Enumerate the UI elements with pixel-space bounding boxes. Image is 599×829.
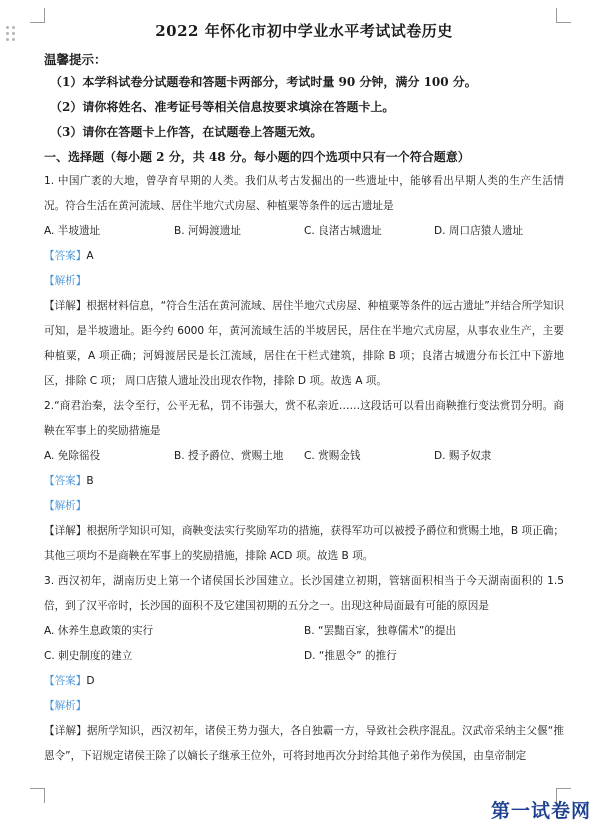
analysis-detail: 【详解】根据材料信息，“符合生活在黄河流域、居住半地穴式房屋、种植粟等条件的远古遗址”并结合所学知识可知，是半坡遗址。距今约 6000 年，黄河流域生活的半坡居民，居住在半地穴式房屋，从事农业生产，主要种植粟，A 项正确；河姆渡居民是长江流域，居住在干栏式建筑，排除 B 项；良渚古城遗分布长江中下游地区，排除 C 项； 周口店猿人遗址没出现农作物，排除 D 项。故选 A 项。 xyxy=(44,300,564,387)
option: B. 授予爵位、赏赐土地 xyxy=(174,450,284,462)
answer-value: D xyxy=(86,675,95,687)
section-heading: 一、选择题（每小题 2 分，共 48 分。每小题的四个选项中只有一个符合题意） xyxy=(44,150,470,164)
question-stem: 3. 西汉初年，湖南历史上第一个诸侯国长沙国建立。长沙国建立初期，管辖面积相当于今天湖南面积的 1.5 倍，到了汉平帝时，长沙国的面积不及它建国初期的五分之一。出现这种局面最有可能的原因是 xyxy=(44,575,564,612)
analysis-tag: 【解析】 xyxy=(44,275,87,287)
option: C. 赏赐金钱 xyxy=(304,450,361,462)
analysis-detail: 【详解】根据所学知识可知，商鞅变法实行奖励军功的措施，获得军功可以被授予爵位和赏赐土地，B 项正确；其他三项均不是商鞅在军事上的奖励措施，排除 ACD 项。故选 B 项。 xyxy=(44,525,564,562)
option: B. “罢黜百家，独尊儒术”的提出 xyxy=(304,625,457,637)
option: B. 河姆渡遗址 xyxy=(174,225,241,237)
option: D. 赐予奴隶 xyxy=(434,450,492,462)
answer-line xyxy=(44,669,564,694)
page-corner-mark xyxy=(30,8,45,23)
page-corner-mark xyxy=(30,788,45,803)
question-stem: 1. 中国广袤的大地，曾孕育早期的人类。我们从考古发掘出的一些遗址中，能够看出早期人类的生产生活情况。符合生活在黄河流域、居住半地穴式房屋、种植粟等条件的远古遗址是 xyxy=(44,175,564,212)
answer-tag: 【答案】 xyxy=(44,475,87,487)
document-content xyxy=(44,18,564,769)
answer-value: B xyxy=(86,475,94,487)
option: A. 半坡遗址 xyxy=(44,225,101,237)
option: C. 刺史制度的建立 xyxy=(44,650,133,662)
analysis-detail: 【详解】据所学知识，西汉初年，诸侯王势力强大，各自独霸一方，导致社会秩序混乱。汉武帝采纳主父偃“推恩令”，下诏规定诸侯王除了以嫡长子继承王位外，可将封地再次分封给其他子弟作为侯国，由皇帝制定 xyxy=(44,725,564,762)
option: C. 良渚古城遗址 xyxy=(304,225,382,237)
question-stem: 2.“商君治秦，法令至行，公平无私，罚不讳强大，赏不私亲近……这段话可以看出商鞅推行变法赏罚分明。商鞅在军事上的奖励措施是 xyxy=(44,400,564,437)
analysis-tag: 【解析】 xyxy=(44,500,87,512)
option: A. 免除徭役 xyxy=(44,450,101,462)
option: D. “推恩令” 的推行 xyxy=(304,650,397,662)
tips-heading: 温馨提示： xyxy=(44,52,107,67)
question-options xyxy=(44,444,564,469)
answer-line xyxy=(44,469,564,494)
page-title: 2022 年怀化市初中学业水平考试试卷历史 xyxy=(155,22,453,40)
question-options xyxy=(44,619,564,669)
answer-tag: 【答案】 xyxy=(44,675,87,687)
site-watermark: 第一试卷网 xyxy=(490,800,591,822)
option: A. 休养生息政策的实行 xyxy=(44,625,154,637)
tip-line: （3）请你在答题卡上作答，在试题卷上答题无效。 xyxy=(50,125,323,139)
analysis-tag: 【解析】 xyxy=(44,700,87,712)
tip-line: （1）本学科试卷分试题卷和答题卡两部分，考试时量 90 分钟，满分 100 分。 xyxy=(50,75,477,89)
answer-tag: 【答案】 xyxy=(44,250,87,262)
tip-line: （2）请你将姓名、准考证号等相关信息按要求填涂在答题卡上。 xyxy=(50,100,395,114)
question-options xyxy=(44,219,564,244)
answer-line xyxy=(44,244,564,269)
drag-handle-icon[interactable] xyxy=(6,26,16,42)
answer-value: A xyxy=(86,250,94,262)
option: D. 周口店猿人遗址 xyxy=(434,225,524,237)
